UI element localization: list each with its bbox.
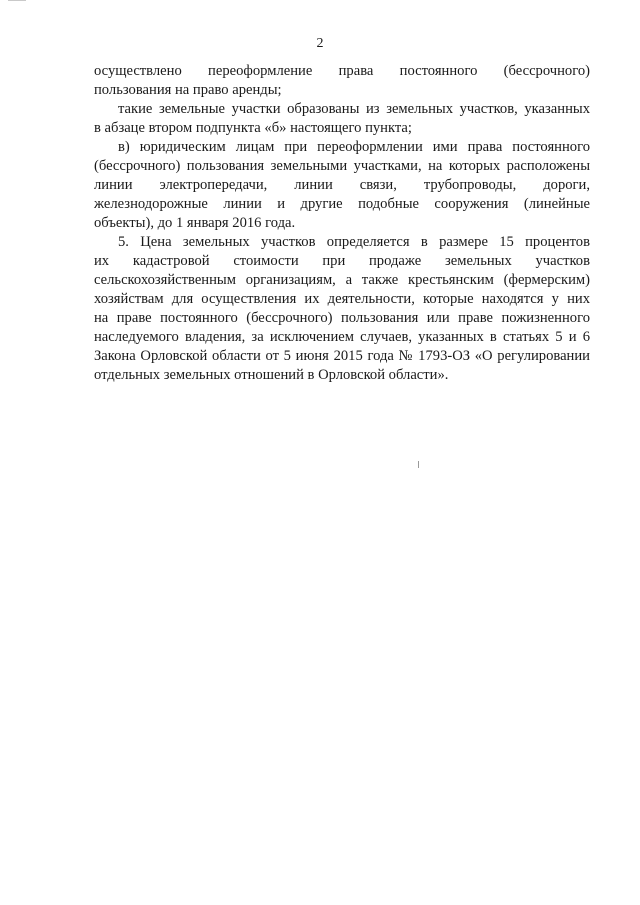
page-number: 2: [316, 36, 324, 51]
paragraph-leasehold-rights: [94, 62, 590, 100]
text-line: осуществлено переоформление права постоянного (бессрочного): [94, 63, 590, 79]
text-line: отдельных земельных отношений в Орловской области».: [94, 367, 449, 383]
text-line: сельскохозяйственным организациям, а также крестьянским (фермерским): [94, 272, 590, 288]
text-line: такие земельные участки образованы из земельных участков, указанных: [118, 101, 590, 117]
text-line: железнодорожные линии и другие подобные сооружения (линейные: [94, 196, 590, 212]
paragraph-item-v-legal-entities: [94, 138, 590, 233]
text-line: (бессрочного) пользования земельными участками, на которых расположены: [94, 158, 590, 174]
text-line: наследуемого владения, за исключением случаев, указанных в статьях 5 и 6: [94, 329, 590, 345]
text-line: в абзаце втором подпункта «б» настоящего пункта;: [94, 120, 412, 136]
text-line: хозяйствам для осуществления их деятельности, которые находятся у них: [94, 291, 590, 307]
text-line: объекты), до 1 января 2016 года.: [94, 215, 296, 231]
text-line: пользования на право аренды;: [94, 82, 282, 98]
paragraph-land-plots-formed: [94, 100, 590, 138]
text-line: Закона Орловской области от 5 июня 2015 года № 1793-ОЗ «О регулировании: [94, 348, 590, 364]
scan-artifact: [418, 461, 419, 468]
text-line: 5. Цена земельных участков определяется в размере 15 процентов: [118, 234, 590, 250]
text-line: линии электропередачи, линии связи, трубопроводы, дороги,: [94, 177, 590, 193]
scan-corner-mark: [8, 0, 26, 4]
paragraph-item-5-land-price: [94, 233, 590, 385]
text-line: их кадастровой стоимости при продаже земельных участков: [94, 253, 590, 269]
text-line: на праве постоянного (бессрочного) пользования или праве пожизненного: [94, 310, 590, 326]
text-line: в) юридическим лицам при переоформлении ими права постоянного: [118, 139, 590, 155]
document-body: [94, 62, 590, 385]
